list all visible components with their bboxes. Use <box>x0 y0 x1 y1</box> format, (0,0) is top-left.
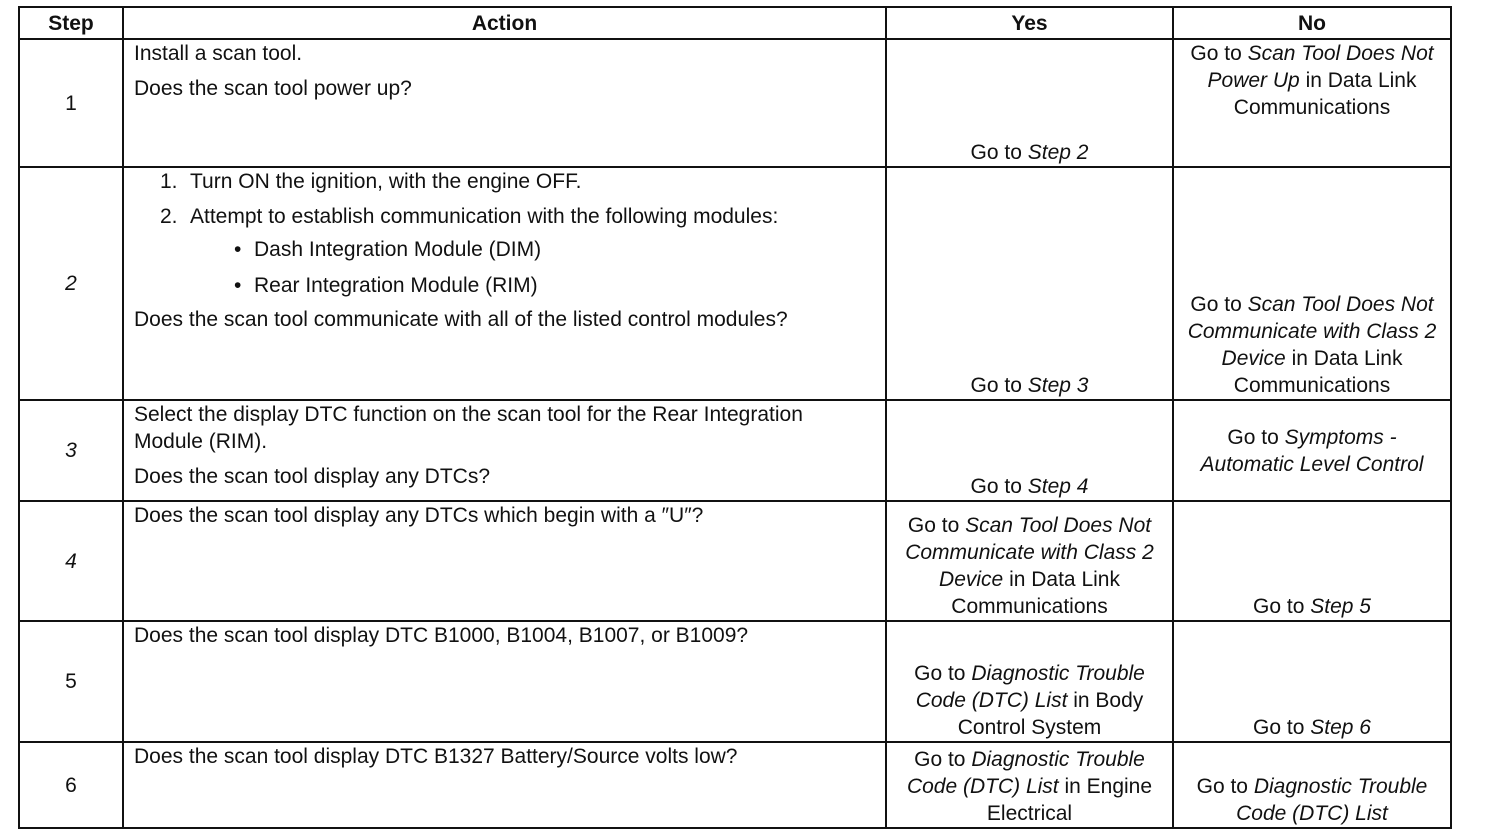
action-steps-list <box>134 168 875 299</box>
table-row <box>19 621 1451 742</box>
no-cell <box>1173 39 1451 167</box>
cell-text: Go to <box>914 748 972 771</box>
cross-reference: Step 6 <box>1310 716 1371 739</box>
no-cell <box>1173 501 1451 621</box>
cross-reference: Diagnostic Trouble Code (DTC) List <box>915 662 1145 712</box>
action-line: Select the display DTC function on the scan tool for the Rear Integration Module (RIM). <box>134 403 803 453</box>
action-cell <box>123 167 886 400</box>
cell-text: in Data Link Communications <box>951 568 1120 618</box>
action-cell <box>123 400 886 501</box>
header-step: Step <box>19 7 123 39</box>
list-item: 1. Turn ON the ignition, with the engine OFF. <box>160 170 582 193</box>
cell-text: Go to <box>970 141 1028 164</box>
cell-text: Go to <box>1196 775 1254 798</box>
header-no: No <box>1173 7 1451 39</box>
header-action: Action <box>123 7 886 39</box>
action-question: Does the scan tool display DTC B1327 Battery/Source volts low? <box>134 745 738 768</box>
action-line: Install a scan tool. <box>134 42 303 65</box>
table-row <box>19 501 1451 621</box>
step-number: 6 <box>19 742 123 828</box>
module-list <box>190 236 875 299</box>
cross-reference: Scan Tool Does Not Communicate with Class 2 Device <box>1187 293 1437 370</box>
cross-reference: Step 2 <box>1027 141 1089 164</box>
cross-reference: Step 5 <box>1310 595 1371 618</box>
list-item: 2. Attempt to establish communication with the following modules: • Dash Integration Module (DIM) • Rear Integration Module (RIM) <box>160 203 875 299</box>
cell-text: in Data Link Communications <box>1233 347 1403 397</box>
cross-reference: Scan Tool Does Not Power Up <box>1207 42 1434 92</box>
table-row <box>19 167 1451 400</box>
yes-cell <box>886 742 1173 828</box>
diagnostic-table <box>18 6 1452 829</box>
header-yes: Yes <box>886 7 1173 39</box>
no-cell <box>1173 621 1451 742</box>
step-number: 5 <box>19 621 123 742</box>
cell-text: in Body Control System <box>957 689 1144 739</box>
yes-cell <box>886 400 1173 501</box>
cross-reference: Step 4 <box>1027 475 1089 498</box>
table-row <box>19 400 1451 501</box>
cross-reference: Diagnostic Trouble Code (DTC) List <box>906 748 1145 798</box>
action-cell <box>123 621 886 742</box>
cell-text: Go to <box>1190 42 1248 65</box>
no-cell <box>1173 400 1451 501</box>
cross-reference: Step 3 <box>1027 374 1089 397</box>
cell-text: Go to <box>907 514 966 537</box>
cell-text: Go to <box>1253 595 1311 618</box>
step-number: 2 <box>19 167 123 400</box>
action-question: Does the scan tool power up? <box>134 77 412 100</box>
cell-text: Go to <box>914 662 972 685</box>
action-cell <box>123 501 886 621</box>
no-cell <box>1173 742 1451 828</box>
list-item: • Rear Integration Module (RIM) <box>230 272 875 299</box>
step-number: 1 <box>19 39 123 167</box>
table-row <box>19 39 1451 167</box>
step-number: 4 <box>19 501 123 621</box>
yes-cell <box>886 501 1173 621</box>
cell-text: Go to <box>1253 716 1311 739</box>
cell-text: Go to <box>970 374 1028 397</box>
no-cell <box>1173 167 1451 400</box>
step-number: 3 <box>19 400 123 501</box>
cell-text: Go to <box>1190 293 1248 316</box>
table-row <box>19 742 1451 828</box>
yes-cell <box>886 621 1173 742</box>
action-question: Does the scan tool display any DTCs which begin with a ″U″? <box>134 504 704 527</box>
cross-reference: Scan Tool Does Not Communicate with Class 2 Device <box>905 514 1154 591</box>
yes-cell <box>886 167 1173 400</box>
action-question: Does the scan tool communicate with all of the listed control modules? <box>134 308 788 331</box>
cell-text: in Engine Electrical <box>986 775 1153 825</box>
cell-text: in Data Link Communications <box>1233 69 1417 119</box>
action-cell <box>123 742 886 828</box>
yes-cell <box>886 39 1173 167</box>
cross-reference: Diagnostic Trouble Code (DTC) List <box>1236 775 1428 825</box>
list-item: • Dash Integration Module (DIM) <box>230 236 875 263</box>
cell-text: Go to <box>970 475 1028 498</box>
header-row <box>19 7 1451 39</box>
action-cell <box>123 39 886 167</box>
action-question: Does the scan tool display any DTCs? <box>134 465 491 488</box>
action-question: Does the scan tool display DTC B1000, B1004, B1007, or B1009? <box>134 624 749 647</box>
cross-reference: Symptoms - Automatic Level Control <box>1200 425 1424 476</box>
cell-text: Go to <box>1227 425 1285 449</box>
